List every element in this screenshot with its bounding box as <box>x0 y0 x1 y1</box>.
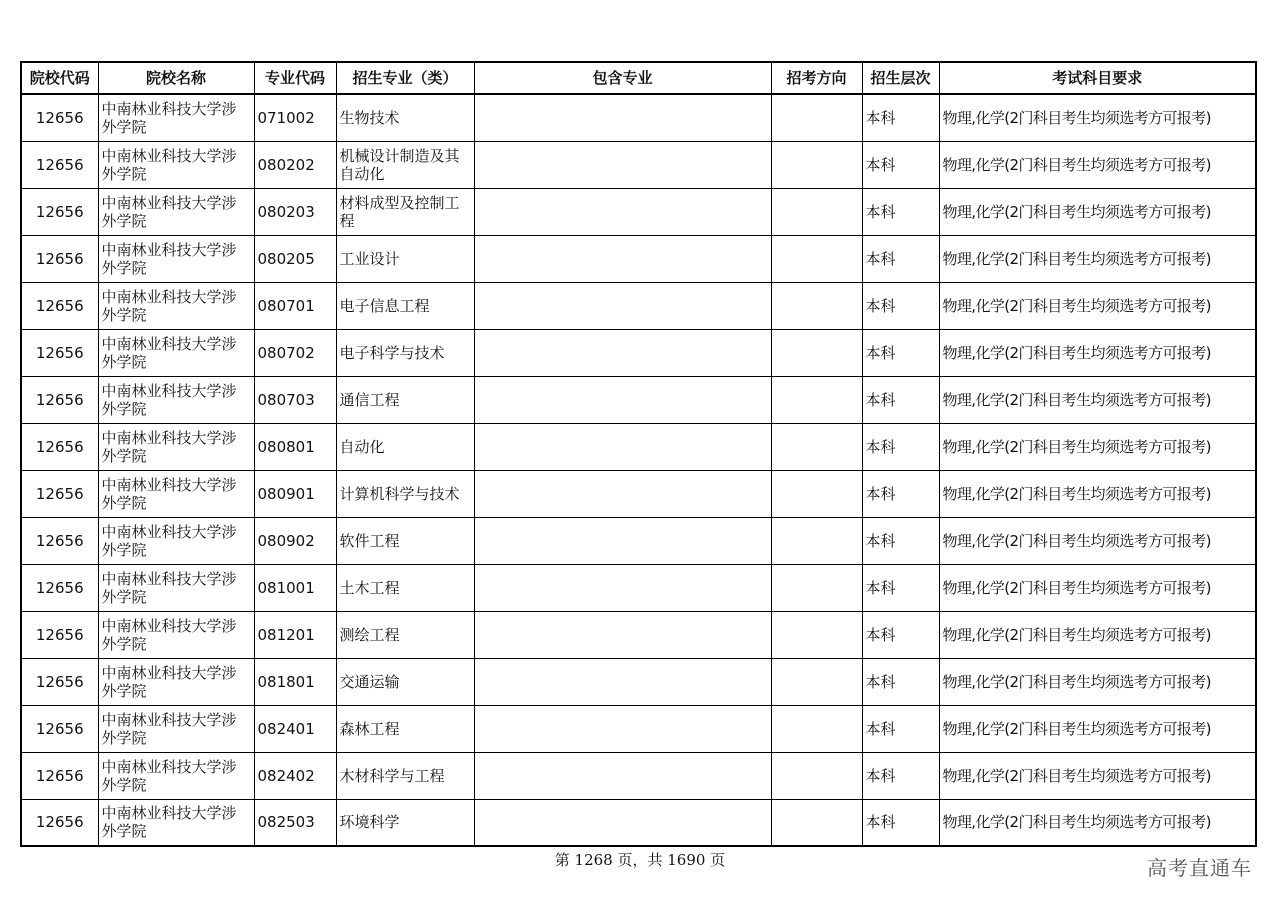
subject-requirement-cell: 物理,化学(2门科目考生均须选考方可报考) <box>939 188 1256 235</box>
direction-cell <box>771 705 862 752</box>
school-name-cell: 中南林业科技大学涉外学院 <box>98 470 254 517</box>
direction-cell <box>771 329 862 376</box>
included-majors-cell <box>474 564 771 611</box>
school-name-cell: 中南林业科技大学涉外学院 <box>98 705 254 752</box>
level-cell: 本科 <box>862 470 939 517</box>
direction-cell <box>771 611 862 658</box>
included-majors-cell <box>474 423 771 470</box>
level-cell: 本科 <box>862 611 939 658</box>
school-name-cell: 中南林业科技大学涉外学院 <box>98 517 254 564</box>
level-cell: 本科 <box>862 705 939 752</box>
major-code-cell: 082401 <box>254 705 336 752</box>
major-code-cell: 080901 <box>254 470 336 517</box>
major-code-cell: 080701 <box>254 282 336 329</box>
major-cell: 自动化 <box>336 423 474 470</box>
school-name-cell: 中南林业科技大学涉外学院 <box>98 423 254 470</box>
direction-cell <box>771 188 862 235</box>
included-majors-cell <box>474 188 771 235</box>
included-majors-cell <box>474 376 771 423</box>
subject-requirement-cell: 物理,化学(2门科目考生均须选考方可报考) <box>939 705 1256 752</box>
table-row <box>21 611 1256 658</box>
header-school-name: 院校名称 <box>98 62 254 94</box>
major-code-cell: 081801 <box>254 658 336 705</box>
table-row <box>21 799 1256 846</box>
level-cell: 本科 <box>862 423 939 470</box>
included-majors-cell <box>474 329 771 376</box>
school-name-cell: 中南林业科技大学涉外学院 <box>98 282 254 329</box>
school-name-cell: 中南林业科技大学涉外学院 <box>98 376 254 423</box>
table-row <box>21 282 1256 329</box>
included-majors-cell <box>474 470 771 517</box>
school-name-cell: 中南林业科技大学涉外学院 <box>98 188 254 235</box>
major-code-cell: 081201 <box>254 611 336 658</box>
included-majors-cell <box>474 658 771 705</box>
school-code-cell: 12656 <box>21 235 98 282</box>
level-cell: 本科 <box>862 752 939 799</box>
included-majors-cell <box>474 752 771 799</box>
school-name-cell: 中南林业科技大学涉外学院 <box>98 611 254 658</box>
table-row <box>21 564 1256 611</box>
school-code-cell: 12656 <box>21 188 98 235</box>
table-header-row <box>21 62 1256 94</box>
subject-requirement-cell: 物理,化学(2门科目考生均须选考方可报考) <box>939 611 1256 658</box>
included-majors-cell <box>474 611 771 658</box>
level-cell: 本科 <box>862 141 939 188</box>
watermark-logo: 高考直通车 <box>1147 856 1252 880</box>
level-cell: 本科 <box>862 188 939 235</box>
table-row <box>21 141 1256 188</box>
major-cell: 土木工程 <box>336 564 474 611</box>
subject-requirement-cell: 物理,化学(2门科目考生均须选考方可报考) <box>939 517 1256 564</box>
page-number: 第 1268 页，共 1690 页 <box>554 851 726 869</box>
subject-requirement-cell: 物理,化学(2门科目考生均须选考方可报考) <box>939 470 1256 517</box>
school-name-cell: 中南林业科技大学涉外学院 <box>98 235 254 282</box>
included-majors-cell <box>474 517 771 564</box>
direction-cell <box>771 282 862 329</box>
header-school-code: 院校代码 <box>21 62 98 94</box>
table-row <box>21 423 1256 470</box>
direction-cell <box>771 564 862 611</box>
level-cell: 本科 <box>862 376 939 423</box>
table-body <box>21 94 1256 846</box>
direction-cell <box>771 470 862 517</box>
major-cell: 森林工程 <box>336 705 474 752</box>
major-code-cell: 080202 <box>254 141 336 188</box>
included-majors-cell <box>474 282 771 329</box>
table-row <box>21 470 1256 517</box>
school-code-cell: 12656 <box>21 329 98 376</box>
school-name-cell: 中南林业科技大学涉外学院 <box>98 94 254 141</box>
school-code-cell: 12656 <box>21 705 98 752</box>
header-subject-requirement: 考试科目要求 <box>939 62 1256 94</box>
subject-requirement-cell: 物理,化学(2门科目考生均须选考方可报考) <box>939 564 1256 611</box>
major-code-cell: 081001 <box>254 564 336 611</box>
direction-cell <box>771 799 862 846</box>
level-cell: 本科 <box>862 235 939 282</box>
direction-cell <box>771 658 862 705</box>
subject-requirement-cell: 物理,化学(2门科目考生均须选考方可报考) <box>939 752 1256 799</box>
school-name-cell: 中南林业科技大学涉外学院 <box>98 658 254 705</box>
major-code-cell: 080902 <box>254 517 336 564</box>
included-majors-cell <box>474 94 771 141</box>
direction-cell <box>771 752 862 799</box>
major-cell: 电子科学与技术 <box>336 329 474 376</box>
direction-cell <box>771 235 862 282</box>
school-code-cell: 12656 <box>21 564 98 611</box>
level-cell: 本科 <box>862 564 939 611</box>
school-code-cell: 12656 <box>21 752 98 799</box>
school-code-cell: 12656 <box>21 141 98 188</box>
direction-cell <box>771 141 862 188</box>
school-name-cell: 中南林业科技大学涉外学院 <box>98 752 254 799</box>
direction-cell <box>771 517 862 564</box>
included-majors-cell <box>474 235 771 282</box>
major-cell: 机械设计制造及其自动化 <box>336 141 474 188</box>
school-code-cell: 12656 <box>21 470 98 517</box>
major-cell: 工业设计 <box>336 235 474 282</box>
header-included-majors: 包含专业 <box>474 62 771 94</box>
header-major: 招生专业（类） <box>336 62 474 94</box>
major-cell: 木材科学与工程 <box>336 752 474 799</box>
school-code-cell: 12656 <box>21 658 98 705</box>
subject-requirement-cell: 物理,化学(2门科目考生均须选考方可报考) <box>939 799 1256 846</box>
school-name-cell: 中南林业科技大学涉外学院 <box>98 799 254 846</box>
level-cell: 本科 <box>862 282 939 329</box>
included-majors-cell <box>474 141 771 188</box>
subject-requirement-cell: 物理,化学(2门科目考生均须选考方可报考) <box>939 235 1256 282</box>
level-cell: 本科 <box>862 658 939 705</box>
admissions-table <box>20 61 1257 847</box>
subject-requirement-cell: 物理,化学(2门科目考生均须选考方可报考) <box>939 282 1256 329</box>
table-row <box>21 658 1256 705</box>
included-majors-cell <box>474 799 771 846</box>
school-name-cell: 中南林业科技大学涉外学院 <box>98 329 254 376</box>
table-row <box>21 188 1256 235</box>
school-code-cell: 12656 <box>21 799 98 846</box>
major-code-cell: 080703 <box>254 376 336 423</box>
level-cell: 本科 <box>862 329 939 376</box>
level-cell: 本科 <box>862 517 939 564</box>
subject-requirement-cell: 物理,化学(2门科目考生均须选考方可报考) <box>939 376 1256 423</box>
table-row <box>21 329 1256 376</box>
major-cell: 环境科学 <box>336 799 474 846</box>
table-row <box>21 752 1256 799</box>
header-major-code: 专业代码 <box>254 62 336 94</box>
direction-cell <box>771 423 862 470</box>
subject-requirement-cell: 物理,化学(2门科目考生均须选考方可报考) <box>939 423 1256 470</box>
major-code-cell: 080203 <box>254 188 336 235</box>
major-cell: 软件工程 <box>336 517 474 564</box>
table-row <box>21 94 1256 141</box>
school-code-cell: 12656 <box>21 517 98 564</box>
major-code-cell: 080702 <box>254 329 336 376</box>
table-row <box>21 705 1256 752</box>
table-row <box>21 235 1256 282</box>
major-code-cell: 082402 <box>254 752 336 799</box>
direction-cell <box>771 94 862 141</box>
major-code-cell: 082503 <box>254 799 336 846</box>
school-code-cell: 12656 <box>21 376 98 423</box>
major-cell: 计算机科学与技术 <box>336 470 474 517</box>
school-name-cell: 中南林业科技大学涉外学院 <box>98 564 254 611</box>
school-code-cell: 12656 <box>21 423 98 470</box>
level-cell: 本科 <box>862 799 939 846</box>
major-code-cell: 071002 <box>254 94 336 141</box>
header-level: 招生层次 <box>862 62 939 94</box>
subject-requirement-cell: 物理,化学(2门科目考生均须选考方可报考) <box>939 141 1256 188</box>
included-majors-cell <box>474 705 771 752</box>
school-code-cell: 12656 <box>21 282 98 329</box>
major-cell: 材料成型及控制工程 <box>336 188 474 235</box>
subject-requirement-cell: 物理,化学(2门科目考生均须选考方可报考) <box>939 329 1256 376</box>
table-row <box>21 376 1256 423</box>
major-code-cell: 080801 <box>254 423 336 470</box>
header-direction: 招考方向 <box>771 62 862 94</box>
major-cell: 交通运输 <box>336 658 474 705</box>
school-code-cell: 12656 <box>21 94 98 141</box>
major-cell: 电子信息工程 <box>336 282 474 329</box>
subject-requirement-cell: 物理,化学(2门科目考生均须选考方可报考) <box>939 94 1256 141</box>
direction-cell <box>771 376 862 423</box>
school-name-cell: 中南林业科技大学涉外学院 <box>98 141 254 188</box>
subject-requirement-cell: 物理,化学(2门科目考生均须选考方可报考) <box>939 658 1256 705</box>
school-code-cell: 12656 <box>21 611 98 658</box>
major-cell: 生物技术 <box>336 94 474 141</box>
level-cell: 本科 <box>862 94 939 141</box>
major-cell: 测绘工程 <box>336 611 474 658</box>
table-row <box>21 517 1256 564</box>
major-code-cell: 080205 <box>254 235 336 282</box>
major-cell: 通信工程 <box>336 376 474 423</box>
